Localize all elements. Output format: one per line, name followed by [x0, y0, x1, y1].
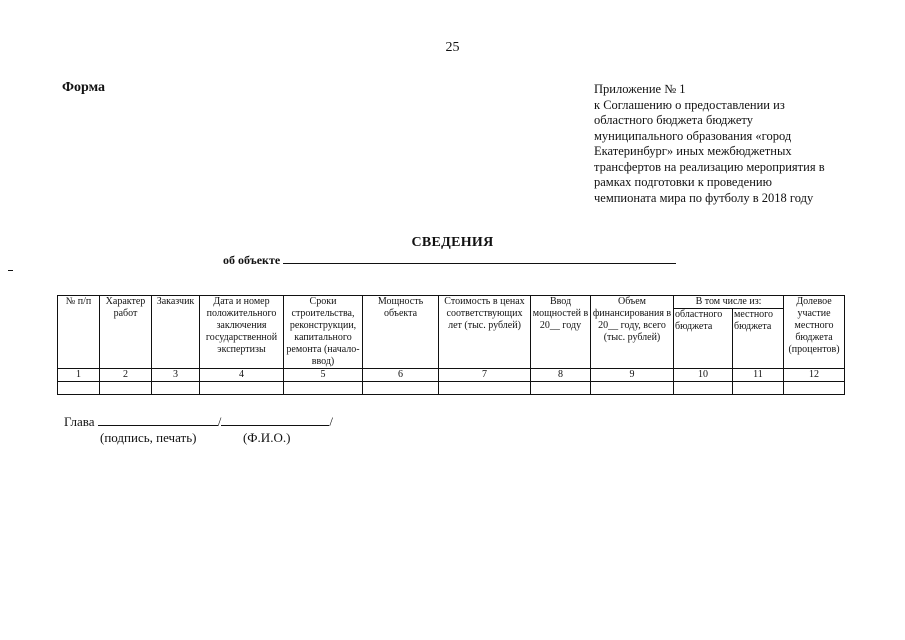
header-work-type: Характер работ — [100, 296, 152, 369]
header-regional: областного бюджета — [674, 309, 733, 369]
empty-cell[interactable] — [152, 382, 200, 395]
column-number: 3 — [152, 369, 200, 382]
header-customer: Заказчик — [152, 296, 200, 369]
column-number: 11 — [733, 369, 784, 382]
sign-caption: (подпись, печать) — [100, 430, 197, 445]
column-number: 9 — [591, 369, 674, 382]
empty-cell[interactable] — [100, 382, 152, 395]
appendix-line: к Соглашению о предоставлении из — [594, 97, 785, 112]
header-commission: Ввод мощностей в 20__ году — [531, 296, 591, 369]
empty-cell[interactable] — [531, 382, 591, 395]
empty-cell[interactable] — [58, 382, 100, 395]
header-share: Долевое участие местного бюджета (процентов) — [784, 296, 845, 369]
header-including: В том числе из: — [674, 296, 784, 309]
column-number: 2 — [100, 369, 152, 382]
empty-cell[interactable] — [784, 382, 845, 395]
column-number: 5 — [284, 369, 363, 382]
appendix-line: Екатеринбург» иных межбюджетных — [594, 144, 792, 158]
header-local: местного бюджета — [733, 309, 784, 369]
document-title: СВЕДЕНИЯ — [411, 235, 494, 250]
data-table — [57, 295, 845, 395]
object-label: об объекте — [223, 253, 281, 267]
empty-cell[interactable] — [284, 382, 363, 395]
empty-cell[interactable] — [674, 382, 733, 395]
empty-cell[interactable] — [363, 382, 439, 395]
column-number: 4 — [200, 369, 284, 382]
page-number: 25 — [445, 40, 460, 55]
column-number: 12 — [784, 369, 845, 382]
name-caption: (Ф.И.О.) — [242, 430, 291, 445]
empty-cell[interactable] — [591, 382, 674, 395]
form-label: Форма — [62, 80, 106, 95]
header-capacity: Мощность объекта — [363, 296, 439, 369]
appendix-line: Приложение № 1 — [594, 82, 686, 96]
signature-captions — [100, 430, 290, 446]
signature-blank[interactable] — [98, 414, 218, 426]
signature-line: Глава / / — [64, 414, 334, 429]
appendix-line: областного бюджета бюджету — [594, 113, 753, 127]
header-num: № п/п — [58, 296, 100, 369]
header-cost: Стоимость в ценах соответствующих лет (тыс. рублей) — [439, 296, 531, 369]
column-number: 8 — [531, 369, 591, 382]
empty-cell[interactable] — [439, 382, 531, 395]
appendix-block — [594, 82, 844, 206]
appendix-line: рамках подготовки к проведению — [594, 175, 772, 189]
object-field — [223, 253, 676, 268]
name-blank[interactable] — [221, 414, 329, 426]
object-blank-line[interactable] — [283, 253, 676, 264]
appendix-line: муниципального образования «город — [594, 128, 792, 143]
column-number: 7 — [439, 369, 531, 382]
table-row — [58, 382, 845, 395]
margin-mark — [8, 270, 13, 271]
empty-cell[interactable] — [200, 382, 284, 395]
header-financing: Объем финансирования в 20__ году, всего (тыс. рублей) — [591, 296, 674, 369]
column-number: 1 — [58, 369, 100, 382]
appendix-line: трансфертов на реализацию мероприятия в — [594, 159, 825, 174]
appendix-line: чемпионата мира по футболу в 2018 году — [594, 190, 814, 205]
head-label: Глава — [64, 414, 95, 429]
empty-cell[interactable] — [733, 382, 784, 395]
column-number: 10 — [674, 369, 733, 382]
header-terms: Сроки строительства, реконструкции, капитального ремонта (начало-ввод) — [284, 296, 363, 369]
header-expertise: Дата и номер положительного заключения государственной экспертизы — [200, 296, 284, 369]
column-number: 6 — [363, 369, 439, 382]
